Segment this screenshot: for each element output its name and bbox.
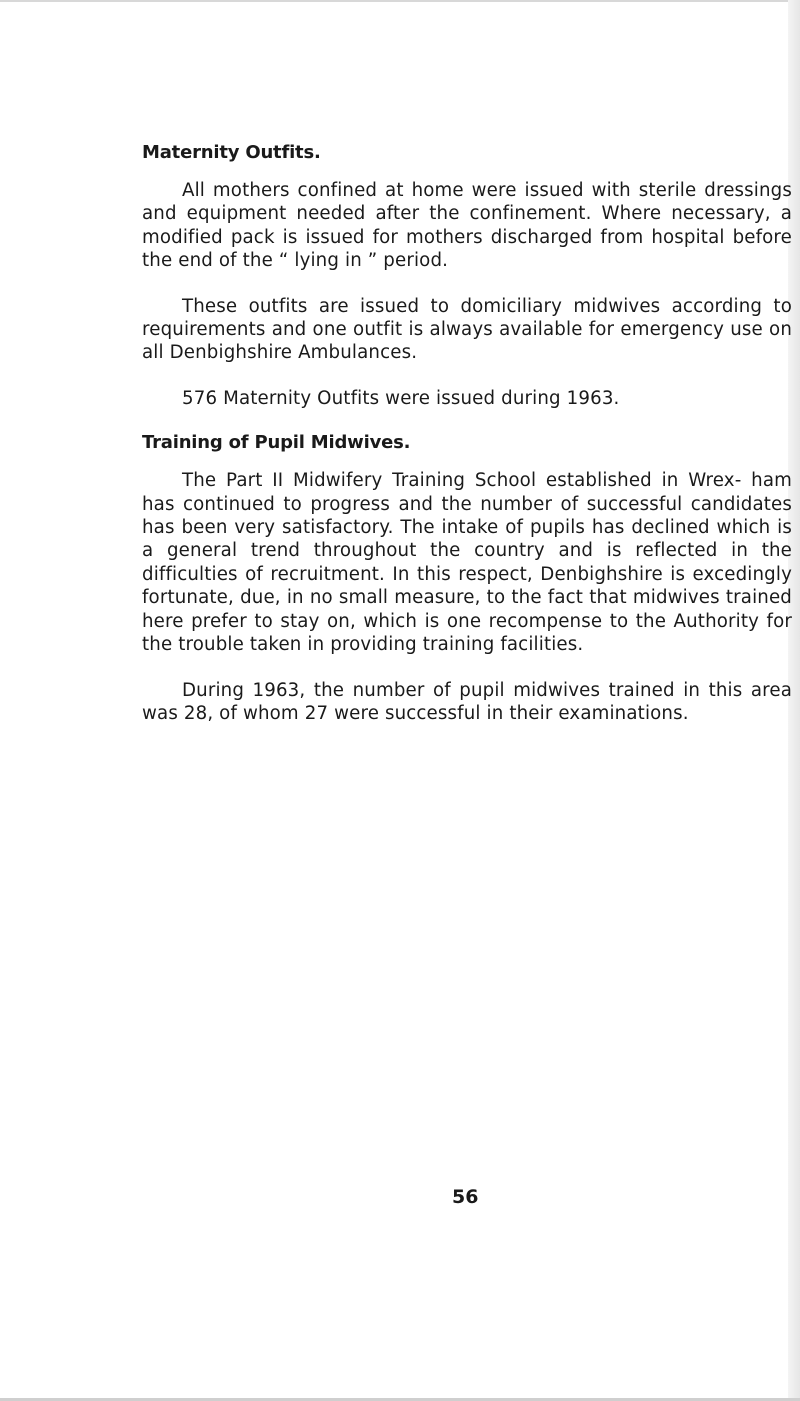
maternity-outfits-heading: Maternity Outfits. [142,142,321,163]
training-pupil-midwives-heading: Training of Pupil Midwives. [142,432,411,454]
document-page [142,130,792,747]
page-number: 56 [452,1186,479,1208]
scan-top-edge [0,0,790,2]
training-pupil-midwives-section [142,432,792,725]
paragraph-sterile-dressings: All mothers confined at home were issued with sterile dressings and equipment needed after the confinement. Where necessary, a modified pack is issued for mothers discharged from hospital before the end of the “ lying in ” period. [142,180,792,272]
paragraph-1963-results: During 1963, the number of pupil midwives trained in this area was 28, of whom 27 were successful in their examinations. [142,679,792,724]
paragraph-training-school: The Part II Midwifery Training School established in Wrex- ham has continued to progress and the number of successful candidates has been very satisfactory. The intake of pupils has declined which is a general trend throughout the country and is reflected in the difficulties of recruitment. In this respect, Denbighshire is excedingly fortunate, due, in no small measure, to the fact that midwives trained here prefer to stay on, which is one recompense to the Authority for the trouble taken in providing training facilities. [142,470,792,656]
maternity-outfits-section [142,142,792,410]
paragraph-outfits-issued: 576 Maternity Outfits were issued during 1963. [182,387,620,409]
paragraph-domiciliary-midwives: These outfits are issued to domiciliary midwives according to requirements and one outfit is always available for emergency use on all Denbighshire Ambulances. [142,295,792,364]
